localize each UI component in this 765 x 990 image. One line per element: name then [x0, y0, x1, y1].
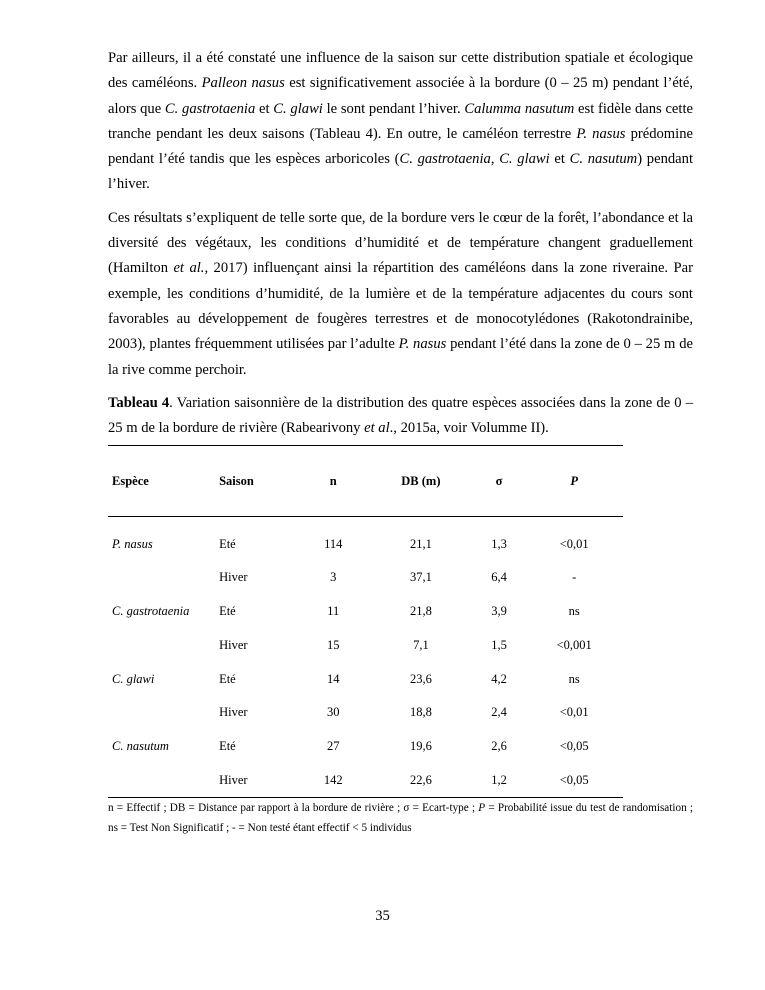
cell-sigma: 1,2 — [491, 772, 507, 787]
cell-espece — [108, 696, 215, 730]
table-row — [108, 517, 623, 561]
table-caption-text-before: . Variation saisonnière de la distribution des quatre espèces associées dans la zone de 0 – 25 m de la bordure de rivière (Rabearivony — [108, 394, 693, 437]
paragraph-1-run: C. nasutum — [569, 151, 638, 168]
cell-sigma: 2,4 — [491, 705, 507, 720]
cell-n: 142 — [323, 772, 343, 787]
cell-espece — [108, 763, 215, 797]
cell-n: 15 — [326, 637, 340, 652]
page-content — [108, 46, 693, 838]
cell-saison: Eté — [219, 536, 236, 551]
paragraph-2-run: Ces résultats s’expliquent de telle sorte que, de la bordure vers le cœur de la forêt, l’abondance et la diversité des végétaux, les conditions d’humidité et de température changent graduellement (Hamilton — [108, 209, 693, 277]
table-caption — [108, 391, 693, 442]
header-saison: Saison — [219, 473, 254, 488]
cell-n: 27 — [326, 738, 340, 753]
paragraph-1-run: , — [490, 151, 500, 168]
cell-db: 23,6 — [409, 671, 432, 686]
table-row — [108, 595, 623, 629]
cell-saison: Eté — [219, 671, 236, 686]
table-header-row — [108, 446, 623, 517]
paragraph-1-run: P. nasus — [576, 125, 626, 142]
header-n: n — [329, 473, 337, 488]
cell-sigma: 6,4 — [491, 570, 507, 585]
paragraph-1-run: ) pendant l’hiver. — [108, 151, 693, 193]
header-sigma: σ — [495, 473, 503, 488]
paragraph-1-run: C. glawi — [273, 100, 323, 117]
header-p: P — [570, 473, 578, 488]
table-row — [108, 763, 623, 797]
cell-espece — [108, 561, 215, 595]
cell-saison: Hiver — [219, 637, 248, 652]
header-espece: Espèce — [112, 473, 149, 488]
paragraph-1-run: et — [549, 151, 570, 168]
cell-sigma: 2,6 — [491, 738, 507, 753]
paragraph-1-run: Calumma nasutum — [464, 100, 575, 117]
cell-n: 114 — [324, 536, 343, 551]
paragraph-1 — [108, 46, 693, 198]
paragraph-1-run: Par ailleurs, il a été constaté une influence de la saison sur cette distribution spatiale et écologique des caméléons. — [108, 50, 693, 92]
paragraph-2-run: , 2017) influençant ainsi la répartition des caméléons dans la zone riveraine. Par exemple, les conditions d’humidité, de la lumière et de la température adjacentes du cours sont favorables au développement de fougères terrestres et de monocotylédones (Rakotondrainibe, 2003), plantes fréquemment utilisées par l’adulte — [108, 260, 693, 353]
cell-p: ns — [568, 604, 580, 619]
cell-saison: Hiver — [219, 772, 248, 787]
cell-p: <0,05 — [559, 772, 589, 787]
paragraph-2-run: et al. — [173, 260, 205, 277]
paragraph-1-run: le sont pendant l’hiver. — [322, 100, 465, 117]
table-caption-text-after: ., 2015a, voir Volumme II). — [389, 420, 549, 437]
footnote-part1: n = Effectif ; DB = Distance par rapport à la bordure de rivière ; σ = Ecart-type ; — [108, 801, 479, 814]
table-footnote — [108, 798, 693, 838]
cell-sigma: 4,2 — [491, 671, 507, 686]
cell-sigma: 1,3 — [491, 536, 507, 551]
table-row — [108, 662, 623, 696]
cell-espece — [108, 629, 215, 663]
cell-sigma: 1,5 — [491, 637, 507, 652]
paragraph-1-run: C. glawi — [499, 151, 550, 168]
page-number: 35 — [375, 908, 390, 924]
cell-p: <0,01 — [559, 705, 589, 720]
cell-db: 37,1 — [409, 570, 432, 585]
cell-db: 21,1 — [409, 536, 432, 551]
cell-espece: C. glawi — [112, 671, 155, 686]
paragraph-1-run: C. gastrotaenia — [399, 151, 491, 168]
cell-saison: Hiver — [219, 705, 248, 720]
cell-p: <0,05 — [559, 738, 589, 753]
footnote-part2: = Probabilité issue du test de randomisation ; ns = Test Non Significatif ; - = Non testé étant effectif < 5 individus — [108, 801, 693, 834]
paragraph-2 — [108, 206, 693, 383]
cell-saison: Hiver — [219, 570, 248, 585]
cell-espece: C. nasutum — [112, 738, 169, 753]
cell-n: 14 — [326, 671, 340, 686]
cell-saison: Eté — [219, 604, 236, 619]
cell-p: <0,01 — [559, 536, 589, 551]
paragraph-1-run: Palleon nasus — [201, 75, 285, 92]
cell-p: ns — [568, 671, 580, 686]
paragraph-1-run: et — [255, 100, 274, 117]
cell-espece: C. gastrotaenia — [112, 604, 190, 619]
cell-p: <0,001 — [556, 637, 592, 652]
cell-n: 30 — [326, 705, 340, 720]
cell-db: 21,8 — [409, 604, 432, 619]
table-row — [108, 629, 623, 663]
cell-db: 18,8 — [409, 705, 432, 720]
paragraph-1-run: est significativement associée à la bordure (0 – 25 m) pendant l’été, alors que — [108, 75, 693, 117]
cell-db: 19,6 — [409, 738, 432, 753]
footnote-p-symbol: P — [478, 801, 486, 814]
header-db: DB (m) — [401, 473, 441, 488]
paragraph-1-run: prédomine pendant l’été tandis que les espèces arboricoles ( — [108, 125, 693, 168]
cell-p: - — [572, 570, 577, 585]
table-row — [108, 696, 623, 730]
table-caption-etal: et al — [364, 420, 390, 437]
cell-saison: Eté — [219, 738, 236, 753]
data-table — [108, 445, 623, 798]
table-row — [108, 561, 623, 595]
paragraph-1-run: est fidèle dans cette tranche pendant les deux saisons (Tableau 4). En outre, le caméléon terrestre — [108, 100, 693, 142]
table-row — [108, 730, 623, 764]
paragraph-2-run: pendant l’été dans la zone de 0 – 25 m de la rive comme perchoir. — [108, 336, 693, 378]
paragraph-1-run: C. gastrotaenia — [164, 100, 256, 117]
cell-db: 22,6 — [409, 772, 432, 787]
cell-espece: P. nasus — [112, 536, 153, 551]
cell-sigma: 3,9 — [491, 604, 507, 619]
cell-n: 11 — [327, 604, 340, 619]
paragraph-2-run: P. nasus — [398, 336, 447, 353]
table-caption-label: Tableau 4 — [108, 394, 170, 411]
cell-n: 3 — [330, 570, 337, 585]
cell-db: 7,1 — [413, 637, 429, 652]
